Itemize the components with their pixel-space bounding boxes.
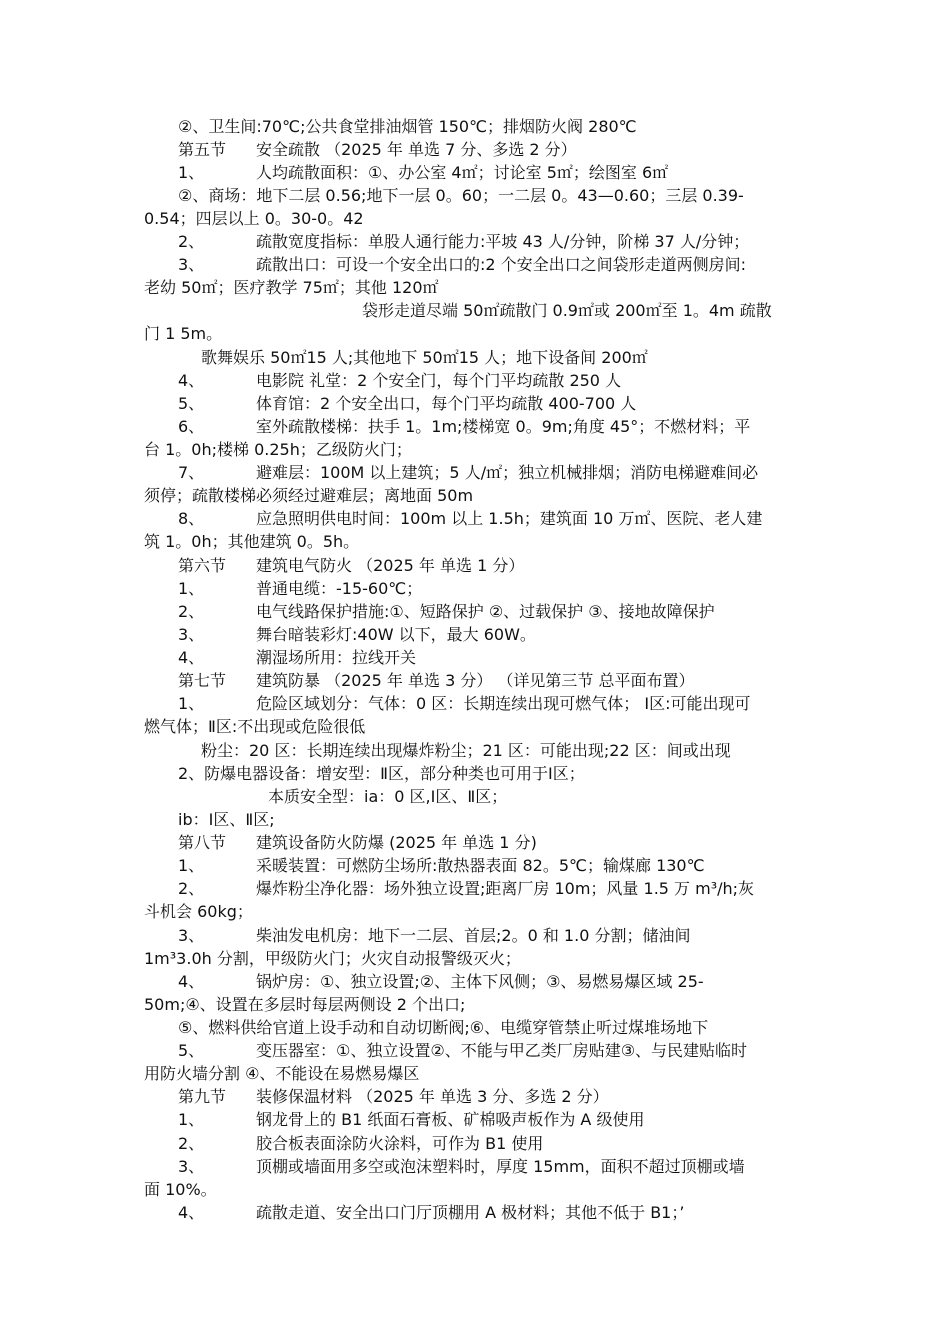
text-line: 须停；疏散楼梯必须经过避难层；离地面 50m [144,486,474,505]
text-line: ②、卫生间:70℃;公共食堂排油烟管 150℃；排烟防火阀 280℃ [178,117,637,136]
text-line: 2、 疏散宽度指标：单股人通行能力:平坡 43 人/分钟，阶梯 37 人/分钟； [178,232,750,251]
text-line: 台 1。0h;楼梯 0.25h；乙级防火门； [144,440,412,459]
text-line: 歌舞娱乐 50㎡15 人;其他地下 50㎡15 人；地下设备间 200㎡ [201,348,648,367]
text-line: 2、 胶合板表面涂防火涂料，可作为 B1 使用 [178,1134,544,1153]
text-line: 6、 室外疏散楼梯：扶手 1。1m;楼梯宽 0。9m;角度 45°；不燃材料；平 [178,417,751,436]
text-line: 3、 舞台暗装彩灯:40W 以下，最大 60W。 [178,625,536,644]
text-line: 4、 锅炉房：①、独立设置;②、主体下风侧；③、易燃易爆区域 25- [178,972,704,991]
text-line: 3、 疏散出口：可设一个安全出口的:2 个安全出口之间袋形走道两侧房间: [178,255,747,274]
section-heading: 第六节 建筑电气防火 （2025 年 单选 1 分） [178,556,525,575]
text-line: 门 1 5m。 [144,324,223,343]
text-line: 筑 1。0h；其他建筑 0。5h。 [144,532,360,551]
section-heading: 第九节 装修保温材料 （2025 年 单选 3 分、多选 2 分） [178,1087,609,1106]
section-heading: 第八节 建筑设备防火防爆 (2025 年 单选 1 分) [178,833,537,852]
text-line: 面 10%。 [144,1180,217,1199]
text-line: 袋形走道尽端 50㎡疏散门 0.9㎡或 200㎡至 1。4m 疏散 [362,301,772,320]
text-line: ib：Ⅰ区、Ⅱ区; [178,810,275,829]
text-line: 斗机会 60kg； [144,902,253,921]
text-line: 3、 柴油发电机房：地下一二层、首层;2。0 和 1.0 分割；储油间 [178,926,691,945]
text-line: 1、 人均疏散面积：①、办公室 4㎡；讨论室 5㎡；绘图室 6㎡ [178,163,669,182]
text-line: 2、 电气线路保护措施:①、短路保护 ②、过载保护 ③、接地故障保护 [178,602,715,621]
text-line: 1、 采暖装置：可燃防尘场所:散热器表面 82。5℃；输煤廊 130℃ [178,856,705,875]
text-line: 1、 危险区域划分：气体：0 区：长期连续出现可燃气体； Ⅰ区:可能出现可 [178,694,751,713]
text-line: 2、防爆电器设备：增安型：Ⅱ区，部分种类也可用于Ⅰ区； [178,764,585,783]
text-line: 4、 电影院 礼堂：2 个安全门，每个门平均疏散 250 人 [178,371,622,390]
text-line: 2、 爆炸粉尘净化器：场外独立设置;距离厂房 10m；风量 1.5 万 m³/h;灰 [178,879,755,898]
text-line: 5、 变压器室：①、独立设置②、不能与甲乙类厂房贴建③、与民建贴临时 [178,1041,748,1060]
text-line: 3、 顶棚或墙面用多空或泡沫塑料时，厚度 15mm，面积不超过顶棚或墙 [178,1157,745,1176]
section-heading: 第五节 安全疏散 （2025 年 单选 7 分、多选 2 分） [178,140,577,159]
text-line: ②、商场：地下二层 0.56;地下一层 0。60；一二层 0。43—0.60；三层 0.39- [178,186,744,205]
text-line: 用防火墙分割 ④、不能设在易燃易爆区 [144,1064,420,1083]
text-line: 本质安全型：ia：0 区,Ⅰ区、Ⅱ区； [268,787,508,806]
text-line: 1m³3.0h 分割，甲级防火门；火灾自动报警级灭火； [144,949,521,968]
text-line: 1、 钢龙骨上的 B1 纸面石膏板、矿棉吸声板作为 A 级使用 [178,1110,645,1129]
text-line: 老幼 50㎡；医疗教学 75㎡；其他 120㎡ [144,278,439,297]
text-line: ⑤、燃料供给官道上设手动和自动切断阀;⑥、电缆穿管禁止听过煤堆场地下 [178,1018,709,1037]
text-line: 粉尘：20 区：长期连续出现爆炸粉尘；21 区：可能出现;22 区：间或出现 [201,741,731,760]
text-line: 1、 普通电缆：-15-60℃； [178,579,423,598]
text-line: 50m;④、设置在多层时每层两侧设 2 个出口; [144,995,466,1014]
text-line: 7、 避难层：100M 以上建筑；5 人/㎡；独立机械排烟；消防电梯避难间必 [178,463,759,482]
text-line: 5、 体育馆：2 个安全出口，每个门平均疏散 400-700 人 [178,394,637,413]
text-line: 0.54；四层以上 0。30-0。42 [144,209,364,228]
text-line: 燃气体；Ⅱ区:不出现或危险很低 [144,717,366,736]
section-heading: 第七节 建筑防暴 （2025 年 单选 3 分） （详见第三节 总平面布置） [178,671,695,690]
text-line: 8、 应急照明供电时间：100m 以上 1.5h；建筑面 10 万㎡、医院、老人建 [178,509,763,528]
text-line: 4、 潮湿场所用：拉线开关 [178,648,417,667]
text-line: 4、 疏散走道、安全出口门厅顶棚用 A 极材料；其他不低于 B1；’ [178,1203,685,1222]
